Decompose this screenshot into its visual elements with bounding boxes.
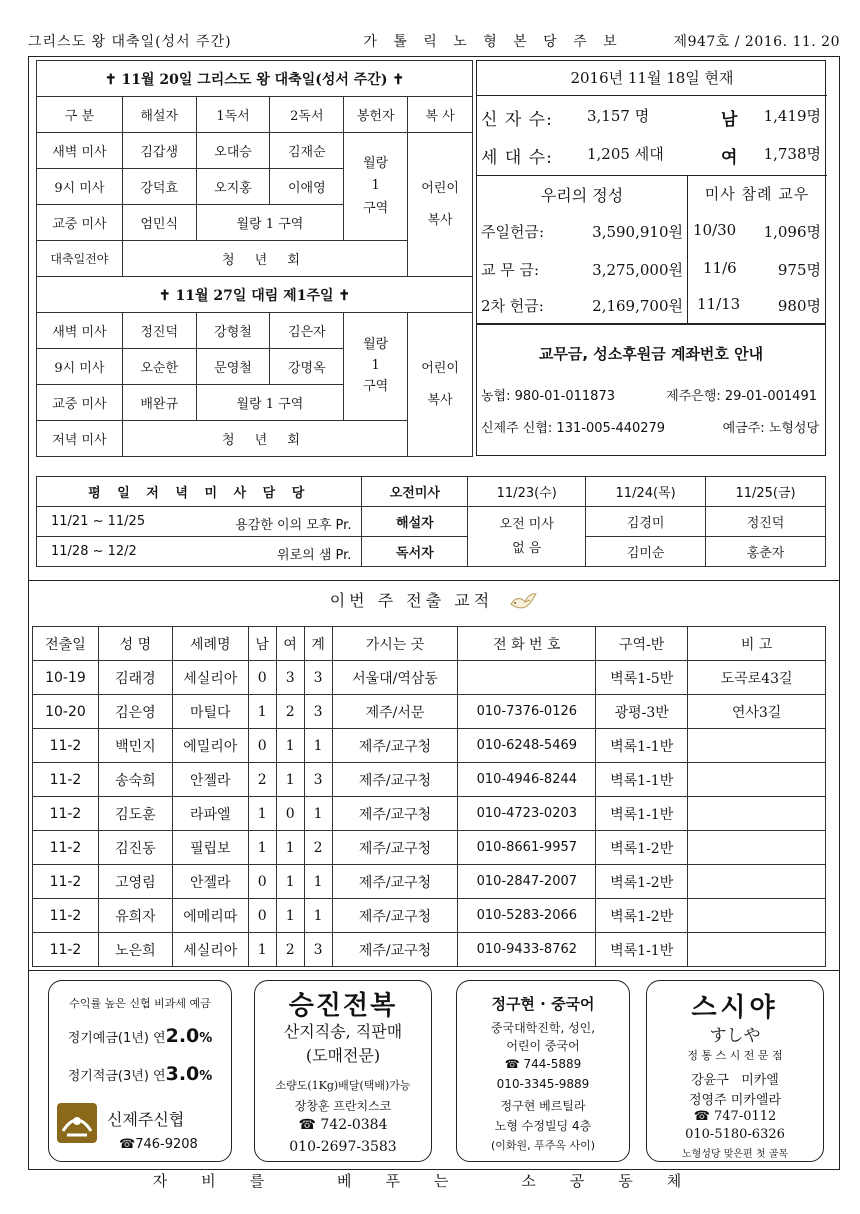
- leave-date: 11-2: [33, 933, 99, 967]
- male-count: 1: [248, 695, 276, 729]
- header-issue: 제947호 / 2016. 11. 20: [673, 34, 840, 50]
- male-count: 0: [248, 865, 276, 899]
- header-title: 가 톨 릭 노 형 본 당 주 보: [363, 34, 623, 50]
- reader-1: 강형철: [196, 313, 270, 349]
- female-count: 1: [276, 899, 304, 933]
- ad-sushi-location: 노형성당 맞은편 첫 골목: [681, 1149, 789, 1160]
- ad-chinese-phone2: 010-3345-9889: [496, 1077, 590, 1091]
- rate-value: 2.0: [165, 1025, 200, 1047]
- ads-divider: [28, 970, 840, 971]
- phone-number: 010-7376-0126: [458, 695, 596, 729]
- mass-name: 9시 미사: [37, 169, 123, 205]
- destination: 제주/교구청: [332, 797, 458, 831]
- footer-slogan: 자비를 베푸는 소공동체: [152, 1172, 716, 1190]
- table-row: [33, 933, 826, 967]
- ad-seungjin-abalone: [254, 980, 432, 1162]
- leaving-col-header: 비 고: [688, 627, 826, 661]
- reading-group: 월랑 1 구역: [196, 385, 344, 421]
- weekday-row-1: [37, 507, 362, 537]
- table-row: [33, 899, 826, 933]
- note: [688, 865, 826, 899]
- weekday-mass-table: [36, 476, 826, 567]
- leave-date: 10-19: [33, 661, 99, 695]
- leaving-col-header: 전 화 번 호: [458, 627, 596, 661]
- offering-amount: 3,590,910원: [592, 223, 683, 241]
- member-name: 고영림: [98, 865, 172, 899]
- ad-sushi-phone1: ☎ 747-0112: [693, 1109, 777, 1124]
- ad-chinese-phone1: ☎ 744-5889: [504, 1057, 582, 1071]
- leaving-col-header: 구역-반: [596, 627, 688, 661]
- male-count: 0: [248, 899, 276, 933]
- offering-group: 월랑 1 구역: [344, 133, 408, 241]
- offering-amount: 2,169,700원: [592, 297, 683, 315]
- credit-union-logo-icon: [55, 1101, 99, 1145]
- believers-label: 신 자 수:: [481, 110, 553, 130]
- schedule-title-1: ✝ 11월 20일 그리스도 왕 대축일(성서 주간) ✝: [37, 61, 473, 97]
- member-name: 김래경: [98, 661, 172, 695]
- altar-server: 어린이 복사: [408, 313, 473, 457]
- rate-unit: %: [199, 1069, 213, 1084]
- destination: 제주/교구청: [332, 865, 458, 899]
- ad-credit-union: [48, 980, 232, 1162]
- male-count: 1: [248, 831, 276, 865]
- total-count: 1: [304, 729, 332, 763]
- narrator: 정진덕: [122, 313, 196, 349]
- mass-name: 교중 미사: [37, 385, 123, 421]
- account-credit-union: 신제주 신협: 131-005-440279: [481, 421, 666, 436]
- female-count: 1: [276, 865, 304, 899]
- reader-label: 독서자: [362, 537, 468, 567]
- male-label: 남: [721, 110, 738, 130]
- no-morning-mass: 오전 미사 없 음: [468, 507, 586, 567]
- attendance-count: 980명: [777, 297, 821, 315]
- period: 11/21 ~ 11/25: [51, 514, 146, 529]
- district-group: 벽록1-5반: [596, 661, 688, 695]
- narrator: 강덕효: [122, 169, 196, 205]
- rate-unit: %: [199, 1031, 213, 1046]
- male-count: 1: [248, 797, 276, 831]
- table-row: [33, 763, 826, 797]
- morning-mass-header: 오전미사: [362, 477, 468, 507]
- reader-1: 오대승: [196, 133, 270, 169]
- reader-2: 강명옥: [270, 349, 344, 385]
- ad-sushi-subtitle: すしや: [709, 1026, 761, 1046]
- female-label: 여: [721, 148, 738, 168]
- offering-title: 우리의 정성: [540, 186, 624, 205]
- female-count: 2: [276, 933, 304, 967]
- ad-sushi-title: 스시야: [691, 993, 779, 1023]
- member-name: 노은희: [98, 933, 172, 967]
- ad-credit-rate2: [49, 1063, 231, 1085]
- reader-1: 오지홍: [196, 169, 270, 205]
- attendance-count: 975명: [777, 261, 821, 279]
- ad-credit-rate1: [49, 1025, 231, 1047]
- total-count: 1: [304, 899, 332, 933]
- ad-seungjin-line1: 산지직송, 직판매: [283, 1022, 403, 1041]
- phone-number: 010-4946-8244: [458, 763, 596, 797]
- destination: 제주/서문: [332, 695, 458, 729]
- district-group: 벽록1-1반: [596, 763, 688, 797]
- leaving-col-header: 가시는 곳: [332, 627, 458, 661]
- ad-credit-name: 신제주신협: [107, 1110, 185, 1129]
- district-group: 벽록1-1반: [596, 729, 688, 763]
- leave-date: 10-20: [33, 695, 99, 729]
- ad-seungjin-phone1: ☎ 742-0384: [298, 1117, 388, 1133]
- total-count: 3: [304, 763, 332, 797]
- col-header: 2독서: [270, 97, 344, 133]
- destination: 제주/교구청: [332, 933, 458, 967]
- leaving-members-table: [32, 626, 826, 967]
- phone-number: 010-4723-0203: [458, 797, 596, 831]
- mass-name: 저녁 미사: [37, 421, 123, 457]
- note: [688, 933, 826, 967]
- attendance-count: 1,096명: [763, 223, 821, 241]
- leave-date: 11-2: [33, 831, 99, 865]
- member-name: 김은영: [98, 695, 172, 729]
- ad-seungjin-line3: 소량도(1Kg)배달(택배)가능: [275, 1079, 411, 1092]
- table-row: [33, 729, 826, 763]
- male-count: 2: [248, 763, 276, 797]
- note: 도곡로43길: [688, 661, 826, 695]
- ad-chinese-title: 정구현 · 중국어: [491, 995, 595, 1013]
- district-group: 벽록1-1반: [596, 797, 688, 831]
- male-count: 1,419명: [763, 107, 821, 125]
- male-count: 0: [248, 729, 276, 763]
- rate-label: 정기적금(3년) 연: [67, 1069, 166, 1084]
- mass-schedule-table: [36, 60, 473, 457]
- account-title: 교무금, 성소후원금 계좌번호 안내: [538, 345, 764, 363]
- district-group: 벽록1-1반: [596, 933, 688, 967]
- phone-number: 010-9433-8762: [458, 933, 596, 967]
- total-count: 2: [304, 831, 332, 865]
- baptismal-name: 필립보: [172, 831, 248, 865]
- male-count: 1: [248, 933, 276, 967]
- female-count: 1,738명: [763, 145, 821, 163]
- leave-date: 11-2: [33, 763, 99, 797]
- mass-name: 새벽 미사: [37, 133, 123, 169]
- ad-chinese-line2: 어린이 중국어: [506, 1039, 580, 1053]
- altar-server: 어린이 복사: [408, 133, 473, 277]
- district-group: 광평-3반: [596, 695, 688, 729]
- baptismal-name: 마틸다: [172, 695, 248, 729]
- leave-date: 11-2: [33, 729, 99, 763]
- destination: 제주/교구청: [332, 729, 458, 763]
- destination: 제주/교구청: [332, 831, 458, 865]
- praesidium: 용감한 이의 모후 Pr.: [235, 518, 352, 533]
- col-header: 해설자: [122, 97, 196, 133]
- praesidium: 위로의 샘 Pr.: [277, 548, 352, 563]
- ad-seungjin-phone2: 010-2697-3583: [289, 1139, 397, 1155]
- narrator-label: 해설자: [362, 507, 468, 537]
- total-count: 3: [304, 661, 332, 695]
- households-count: 1,205 세대: [587, 145, 664, 163]
- baptismal-name: 에밀리아: [172, 729, 248, 763]
- reader-2: 이애영: [270, 169, 344, 205]
- households-label: 세 대 수:: [481, 148, 553, 168]
- total-count: 1: [304, 865, 332, 899]
- ad-chinese-teacher: 정구현 베르틸라: [500, 1099, 586, 1113]
- weekday-row-2: [37, 537, 362, 567]
- reading-group: 월랑 1 구역: [196, 205, 344, 241]
- leaving-header-row: [33, 627, 826, 661]
- reader-2: 김은자: [270, 313, 344, 349]
- note: [688, 899, 826, 933]
- narrator: 김갑생: [122, 133, 196, 169]
- ad-sushiya: [646, 980, 824, 1162]
- account-holder: 예금주: 노형성당: [722, 421, 819, 436]
- destination: 제주/교구청: [332, 763, 458, 797]
- phone-number: [458, 661, 596, 695]
- leaving-col-header: 남: [248, 627, 276, 661]
- ad-sushi-phone2: 010-5180-6326: [685, 1127, 785, 1142]
- female-count: 1: [276, 831, 304, 865]
- offering-amount: 3,275,000원: [592, 261, 683, 279]
- destination: 제주/교구청: [332, 899, 458, 933]
- female-count: 0: [276, 797, 304, 831]
- ad-chinese-location: 노형 수정빌딩 4층: [494, 1119, 592, 1133]
- member-name: 백민지: [98, 729, 172, 763]
- member-name: 김도훈: [98, 797, 172, 831]
- day-header: 11/25(금): [706, 477, 826, 507]
- offering-group: 월랑 1 구역: [344, 313, 408, 421]
- baptismal-name: 안젤라: [172, 763, 248, 797]
- table-row: [33, 831, 826, 865]
- rate-label: 정기예금(1년) 연: [67, 1031, 166, 1046]
- member-name: 유희자: [98, 899, 172, 933]
- district-group: 벽록1-2반: [596, 865, 688, 899]
- assigned-group: 청 년 회: [122, 241, 407, 277]
- phone-number: 010-2847-2007: [458, 865, 596, 899]
- col-header: 구 분: [37, 97, 123, 133]
- leave-date: 11-2: [33, 899, 99, 933]
- day-header: 11/23(수): [468, 477, 586, 507]
- baptismal-name: 세실리아: [172, 933, 248, 967]
- male-count: 0: [248, 661, 276, 695]
- baptismal-name: 안젤라: [172, 865, 248, 899]
- table-row: [33, 661, 826, 695]
- ad-credit-phone: ☎746-9208: [119, 1137, 198, 1152]
- leave-date: 11-2: [33, 865, 99, 899]
- weekday-title: 평 일 저 녁 미 사 담 당: [37, 477, 362, 507]
- district-group: 벽록1-2반: [596, 899, 688, 933]
- leave-date: 11-2: [33, 797, 99, 831]
- district-group: 벽록1-2반: [596, 831, 688, 865]
- reader-thu: 김미순: [586, 537, 706, 567]
- note: [688, 763, 826, 797]
- phone-number: 010-6248-5469: [458, 729, 596, 763]
- attendance-date: 10/30: [693, 221, 737, 239]
- offering-label: 주일헌금:: [481, 223, 545, 241]
- col-header: 복 사: [408, 97, 473, 133]
- ad-seungjin-title: 승진전복: [288, 991, 398, 1021]
- assigned-group: 청 년 회: [122, 421, 407, 457]
- narrator: 엄민식: [122, 205, 196, 241]
- ad-sushi-tagline: 정 통 스 시 전 문 점: [687, 1049, 783, 1062]
- col-header: 봉헌자: [344, 97, 408, 133]
- baptismal-name: 라파엘: [172, 797, 248, 831]
- member-name: 송숙희: [98, 763, 172, 797]
- ad-chinese-location-note: (이화원, 푸주옥 사이): [490, 1139, 596, 1152]
- total-count: 1: [304, 797, 332, 831]
- ad-sushi-owner1: 강윤구 미카엘: [691, 1073, 779, 1088]
- female-count: 1: [276, 729, 304, 763]
- account-info: [476, 324, 826, 456]
- header-feast: 그리스도 왕 대축일(성서 주간): [28, 34, 232, 50]
- bulletin-header: [28, 30, 840, 52]
- period: 11/28 ~ 12/2: [51, 544, 137, 559]
- baptismal-name: 에메리따: [172, 899, 248, 933]
- account-nonghyup: 농협: 980-01-011873: [481, 389, 615, 404]
- narrator-fri: 정진덕: [706, 507, 826, 537]
- col-header: 1독서: [196, 97, 270, 133]
- ad-credit-line1: 수익률 높은 신협 비과세 예금: [69, 997, 211, 1010]
- mass-name: 새벽 미사: [37, 313, 123, 349]
- attendance-date: 11/13: [697, 295, 741, 313]
- rate-value: 3.0: [165, 1063, 200, 1085]
- note: [688, 797, 826, 831]
- female-count: 1: [276, 763, 304, 797]
- leaving-title-text: 이번 주 전출 교적: [329, 591, 494, 610]
- leaving-title: [28, 588, 840, 614]
- member-name: 김진동: [98, 831, 172, 865]
- narrator: 오순한: [122, 349, 196, 385]
- table-row: [33, 695, 826, 729]
- parish-stats: [476, 60, 826, 324]
- total-count: 3: [304, 695, 332, 729]
- total-count: 3: [304, 933, 332, 967]
- phone-number: 010-5283-2066: [458, 899, 596, 933]
- ad-seungjin-line2: (도매전문): [305, 1046, 381, 1065]
- female-count: 2: [276, 695, 304, 729]
- destination: 서울대/역삼동: [332, 661, 458, 695]
- note: [688, 729, 826, 763]
- leaving-col-header: 여: [276, 627, 304, 661]
- reader-2: 김재순: [270, 133, 344, 169]
- leaving-col-header: 계: [304, 627, 332, 661]
- note: 연사3길: [688, 695, 826, 729]
- table-row: [33, 865, 826, 899]
- baptismal-name: 세실리아: [172, 661, 248, 695]
- ad-seungjin-owner: 장창훈 프란치스코: [294, 1099, 392, 1113]
- reader-1: 문영철: [196, 349, 270, 385]
- day-header: 11/24(목): [586, 477, 706, 507]
- schedule-title-2: ✝ 11월 27일 대림 제1주일 ✝: [37, 277, 473, 313]
- ad-chinese-line1: 중국대학진학, 성인,: [490, 1021, 596, 1035]
- attendance-date: 11/6: [703, 259, 737, 277]
- ad-sushi-owner2: 정영주 미카엘라: [688, 1093, 782, 1108]
- phone-number: 010-8661-9957: [458, 831, 596, 865]
- female-count: 3: [276, 661, 304, 695]
- ad-chinese-lessons: [456, 980, 630, 1162]
- table-row: [33, 797, 826, 831]
- mass-name: 대축일전야: [37, 241, 123, 277]
- leaving-col-header: 전출일: [33, 627, 99, 661]
- mass-name: 9시 미사: [37, 349, 123, 385]
- narrator-thu: 김경미: [586, 507, 706, 537]
- believers-count: 3,157 명: [587, 107, 650, 125]
- reader-fri: 홍춘자: [706, 537, 826, 567]
- section-divider: [28, 580, 840, 581]
- stats-date: 2016년 11월 18일 현재: [570, 69, 734, 87]
- account-jeju-bank: 제주은행: 29-01-001491: [666, 389, 817, 404]
- attendance-title: 미사 참례 교우: [704, 185, 810, 203]
- offering-label: 교 무 금:: [481, 261, 540, 279]
- offering-label: 2차 헌금:: [481, 297, 544, 315]
- note: [688, 831, 826, 865]
- dove-icon: [508, 590, 538, 614]
- leaving-col-header: 세례명: [172, 627, 248, 661]
- narrator: 배완규: [122, 385, 196, 421]
- leaving-col-header: 성 명: [98, 627, 172, 661]
- mass-name: 교중 미사: [37, 205, 123, 241]
